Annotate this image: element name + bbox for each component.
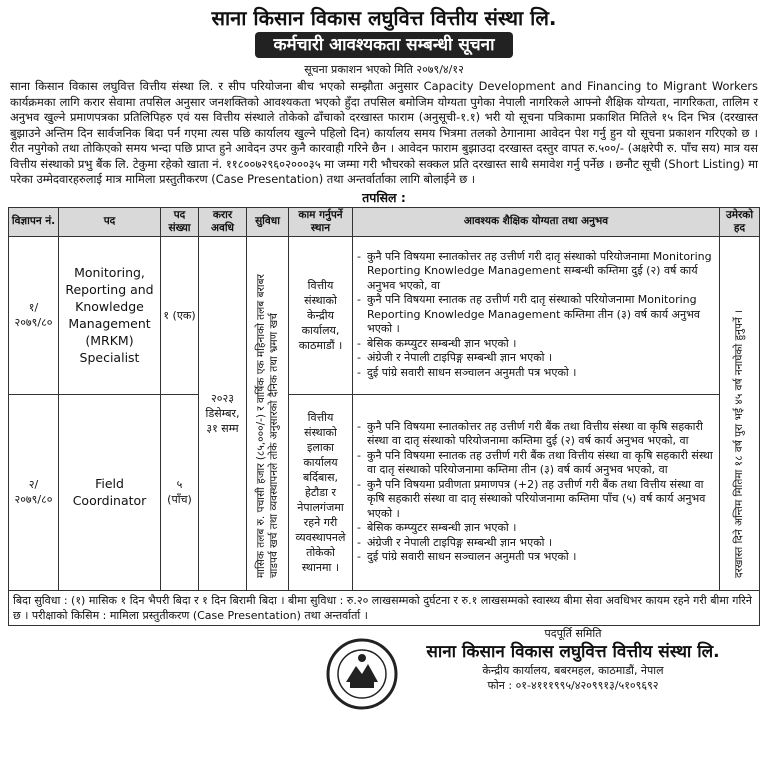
list-item: - बेसिक कम्प्युटर सम्बन्धी ज्ञान भएको ।: [355, 521, 717, 536]
committee-name: पदपूर्ति समिति: [544, 626, 602, 640]
header-contract: करार अवधि: [199, 207, 247, 236]
vacancy-table: [8, 207, 760, 591]
post-cell: Field Coordinator: [59, 394, 161, 590]
facility-text: मासिक तलब रु. पचासी हजार (८५,०००/-) र वार्षिक एक महिनाको तलब बराबर चाडपर्व खर्च तथा व्यवस्थापनले तोके अनुसारको दैनिक तथा भ्रमण खर्च: [254, 274, 280, 578]
header-ad-no: विज्ञापन नं.: [9, 207, 59, 236]
list-item: - कुनै पनि विषयमा स्नातक तह उत्तीर्ण गरी दातृ संस्थाको परियोजनामा Monitoring Reporting Knowledge Management कम्तिमा तीन (३) वर्ष कार्य अनुभव भएको ।: [355, 293, 717, 337]
header-facility: सुविधा: [247, 207, 289, 236]
facility-cell: [247, 236, 289, 590]
requirements-cell: [353, 394, 720, 590]
header-count: पद संख्या: [161, 207, 199, 236]
publish-date: सूचना प्रकाशन भएको मिति २०७९/४/१२: [304, 63, 464, 76]
office-address: केन्द्रीय कार्यालय, बबरमहल, काठमाडौं, नेपाल: [482, 663, 664, 677]
list-item: - दुई पांग्रे सवारी साधन सञ्चालन अनुमती पत्र भएको ।: [355, 366, 717, 381]
place-cell: वित्तीय संस्थाको केन्द्रीय कार्यालय, काठमाडौं ।: [289, 236, 353, 394]
table-header-row: [9, 207, 760, 236]
list-item: - दुई पांग्रे सवारी साधन सञ्चालन अनुमती पत्र भएको ।: [355, 550, 717, 565]
place-cell: वित्तीय संस्थाको इलाका कार्यालय बर्दिबास, हेटौडा र नेपालगंजमा रहने गरी व्यवस्थापनले तोकेको स्थानमा ।: [289, 394, 353, 590]
list-item: - कुनै पनि विषयमा स्नातकोत्तर तह उत्तीर्ण गरी दातृ संस्थाको परियोजनामा Monitoring Reporting Knowledge Management सम्बन्धी कम्तिमा दुई (२) वर्ष कार्य अनुभव भएको, वा: [355, 250, 717, 294]
header-post: पद: [59, 207, 161, 236]
leave-insurance-note: बिदा सुविधा : (१) मासिक १ दिन भैपरी बिदा र १ दिन बिरामी बिदा । बीमा सुविधा : रु.२० लाखसम्मको दुर्घटना र रु.१ लाखसम्मको स्वास्थ्य बीमा सेवा अवधिभर कायम रहने गरी बीमा गरिने छ । परीक्षाको किसिम : मामिला प्रस्तुतीकरण (Case Presentation) तथा अन्तर्वार्ता ।: [8, 591, 760, 626]
signature-block: [8, 626, 760, 734]
org-title: साना किसान विकास लघुवित्त वित्तीय संस्था लि.: [211, 6, 557, 30]
ad-no-cell: २/ २०७९/८०: [9, 394, 59, 590]
phone-numbers: फोन : ०१-४१११९९५/४२०९९१३/५१०९६९२: [487, 678, 659, 692]
list-item: - अंग्रेजी र नेपाली टाइपिङ्ग सम्बन्धी ज्ञान भएको ।: [355, 351, 717, 366]
count-cell: १ (एक): [161, 236, 199, 394]
notice-title: कर्मचारी आवश्यकता सम्बन्धी सूचना: [255, 32, 512, 58]
age-limit-text: दरखास्त दिने अन्तिम मितिमा १८ वर्ष पुरा भई ४५ वर्ष ननाघेको हुनुपर्ने ।: [733, 309, 745, 578]
organization-seal-icon: [326, 638, 398, 710]
table-row: [9, 236, 760, 394]
count-cell: ५ (पाँच): [161, 394, 199, 590]
notice-banner: [8, 32, 760, 58]
age-limit-cell: [720, 236, 760, 590]
list-item: - बेसिक कम्प्युटर सम्बन्धी ज्ञान भएको ।: [355, 337, 717, 352]
list-item: - कुनै पनि विषयमा प्रवीणता प्रमाणपत्र (+2) तह उत्तीर्ण गरी बैंक तथा वित्तीय संस्था वा कृषि सहकारी संस्था वा दातृ संस्थाको परियोजनामा कम्तिमा पाँच (५) वर्ष कार्य अनुभव भएको ।: [355, 478, 717, 522]
header-age: उमेरको हद: [720, 207, 760, 236]
header-place: काम गर्नुपर्ने स्थान: [289, 207, 353, 236]
requirements-cell: [353, 236, 720, 394]
list-item: - कुनै पनि विषयमा स्नातकोत्तर तह उत्तीर्ण गरी बैंक तथा वित्तीय संस्था वा कृषि सहकारी संस्था वा दातृ संस्थाको परियोजनामा कम्तिमा दुई (२) वर्ष कार्य अनुभव भएको, वा: [355, 420, 717, 449]
intro-paragraph: साना किसान विकास लघुवित्त वित्तीय संस्था लि. र सीप परियोजना बीच भएको सम्झौता अनुसार Capacity Development and Financing to Migrant Workers कार्यक्रमका लागि करार सेवामा तपसिल अनुसार जनशक्तिको आवश्यकता भएको हुँदा तपसिल बमोजिम योग्यता पुगेका नेपाली नागरिकले आफ्नो शैक्षिक योग्यता, नागरिकता, तालिम र अनुभव खुल्ने प्रमाणपत्रका प्रतिलिपिहरु एवं यस वित्तीय संस्थाले तोकेको ढाँचाको दरखास्त फाराम (अनुसूची-१.१) भरी यो सूचना पत्रिकामा प्रकाशित मितिले १५ दिन भित्र (दरखास्त बुझाउने अन्तिम दिन सार्वजनिक बिदा पर्न गएमा त्यस पछि कार्यालय खुल्ने पहिलो दिन) कार्यालय समय भित्रमा तलको ठेगानामा आवेदन पेश गर्नु हुन यो सूचना प्रकाशन गरिएको छ । रीत नपुगेको तथा तोकिएको समय भन्दा पछि प्राप्त हुने आवेदन उपर कुनै कारवाही गरिने छैन । आवेदन फाराम बुझाउदा दरखास्त दस्तुर वापत रु.५००/- (अक्षरेपी रु. पाँच सय) मात्र यस वित्तीय संस्थाको प्रभु बैंक लि. टेकुमा रहेको खाता नं. ११८००७२९६०२०००३५ मा जम्मा गरी भौचरको सक्कल प्रति दरखास्त साथै समावेश गर्नु पर्नेछ । छनौट सूची (Short Listing) मा परेका उम्मेदवारहरुलाई मात्र मामिला प्रस्तुतीकरण (Case Presentation) तथा अन्तर्वार्ताका लागि बोलाईने छ ।: [10, 79, 758, 186]
list-item: - अंग्रेजी र नेपाली टाइपिङ्ग सम्बन्धी ज्ञान भएको ।: [355, 536, 717, 551]
signature-org-name: साना किसान विकास लघुवित्त वित्तीय संस्था लि.: [426, 641, 720, 662]
post-cell: Monitoring, Reporting and Knowledge Management (MRKM) Specialist: [59, 236, 161, 394]
contract-period-cell: २०२३ डिसेम्बर, ३१ सम्म: [199, 236, 247, 590]
tapasil-heading: तपसिल :: [362, 189, 406, 205]
signature-text: [403, 626, 743, 693]
header-qualification: आवश्यक शैक्षिक योग्यता तथा अनुभव: [353, 207, 720, 236]
table-row: [9, 394, 760, 590]
ad-no-cell: १/ २०७९/८०: [9, 236, 59, 394]
requirements-list: [355, 250, 717, 381]
list-item: - कुनै पनि विषयमा स्नातक तह उत्तीर्ण गरी बैंक तथा वित्तीय संस्था वा कृषि सहकारी संस्था वा दातृ संस्थाको परियोजनामा कम्तिमा तीन (३) वर्ष कार्य अनुभव भएको, वा: [355, 449, 717, 478]
requirements-list: [355, 420, 717, 565]
